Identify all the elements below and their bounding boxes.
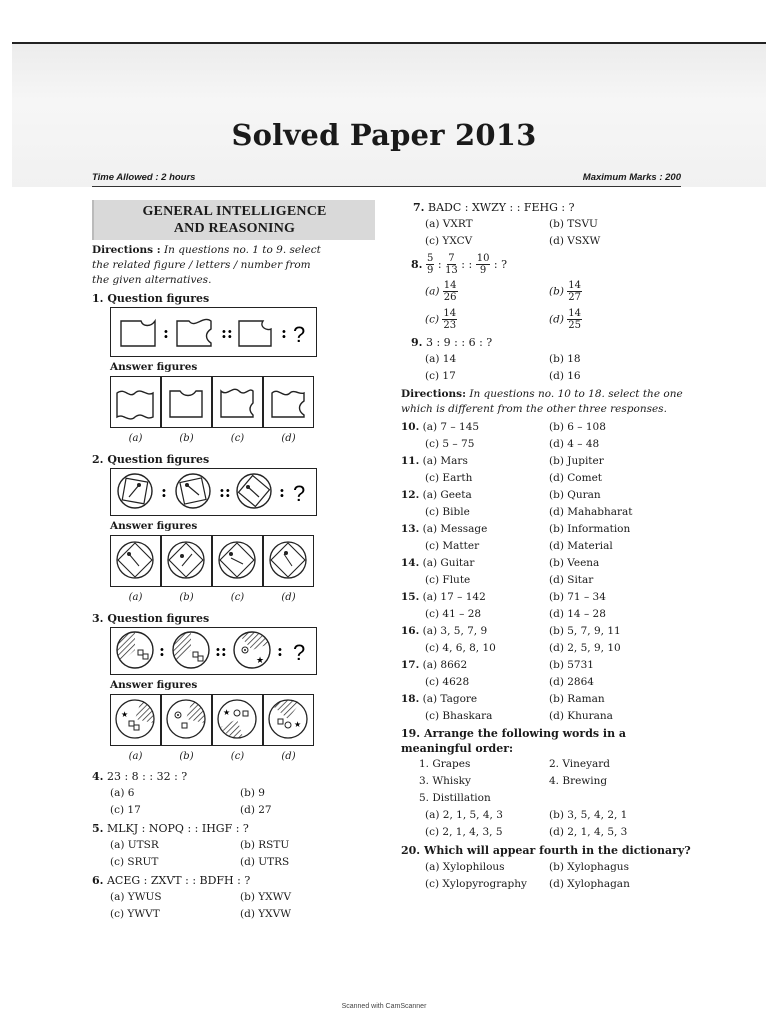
- q10-option-b: (b) 6 – 108: [549, 421, 606, 433]
- svg-text:?: ?: [293, 640, 306, 665]
- svg-text:::: ::: [215, 641, 227, 660]
- q4-options-row2: [92, 802, 330, 819]
- q15-row1: [401, 589, 691, 606]
- q12-row1: [401, 487, 691, 504]
- q7-option-a: (a) VXRT: [425, 218, 473, 230]
- q20-option-d: (d) Xylophagan: [549, 878, 630, 890]
- q7-options-row2: [401, 233, 691, 250]
- header-band: [12, 44, 766, 187]
- q7-option-c: (c) YXCV: [425, 235, 473, 247]
- section-line1: GENERAL INTELLIGENCE: [142, 204, 327, 219]
- q19-words-row2: [401, 773, 691, 790]
- q2-answer-label: Answer figures: [110, 520, 198, 532]
- q7-text: BADC : XWZY : : FEHG : ?: [427, 201, 575, 214]
- q2-label-a: (a): [128, 592, 143, 603]
- q1-question-svg: [111, 308, 315, 355]
- q1-answer-a: [110, 376, 161, 428]
- q9-option-a: (a) 14: [425, 353, 457, 365]
- q1-option-labels: [110, 430, 330, 447]
- q14-option-c: (c) Flute: [425, 574, 471, 586]
- q6-option-d: (d) YXVW: [240, 908, 292, 920]
- q2-answer-a: [110, 535, 161, 587]
- q19-text: Arrange the following words in a meaningful order:: [401, 727, 627, 755]
- q9-option-c: (c) 17: [425, 370, 456, 382]
- q19: [401, 726, 691, 756]
- q6-option-b: (b) YXWV: [240, 891, 292, 903]
- q10-option-c: (c) 5 – 75: [425, 438, 475, 450]
- q17-option-b: (b) 5731: [549, 659, 594, 671]
- q4: [92, 768, 330, 785]
- left-column: [92, 200, 330, 923]
- q2-question-label: Question figures: [107, 453, 210, 466]
- svg-text::: :: [159, 641, 165, 660]
- q8-frac-1: $\frac{5}{9}$: [426, 252, 434, 276]
- svg-text:★: ★: [256, 656, 265, 666]
- section-line2: AND REASONING: [173, 221, 296, 236]
- q15-row2: [401, 606, 691, 623]
- q19-words-row1: [401, 756, 691, 773]
- svg-text:::: ::: [219, 482, 231, 501]
- directions2-label: Directions:: [401, 388, 466, 400]
- q19-num: 19.: [401, 727, 421, 740]
- q19-option-c: (c) 2, 1, 4, 3, 5: [425, 826, 503, 838]
- q7-options-row1: [401, 216, 691, 233]
- q11-row1: [401, 453, 691, 470]
- q1-fig2: [177, 319, 211, 346]
- q1-label-a: (a): [128, 433, 143, 444]
- q3-question-figures: [110, 627, 317, 675]
- q2-option-labels: [110, 589, 330, 606]
- time-allowed: Time Allowed : 2 hours: [92, 172, 196, 183]
- directions-text: In questions no. 1 to 9. select the related figure / letters / number from the given alternatives.: [92, 244, 321, 286]
- q13-row1: [401, 521, 691, 538]
- q20-option-c: (c) Xylopyrography: [425, 878, 527, 890]
- q2-question-figures: [110, 468, 317, 516]
- q19-option-a: (a) 2, 1, 5, 4, 3: [425, 809, 503, 821]
- q14-row2: [401, 572, 691, 589]
- q3-num: 3.: [92, 612, 104, 625]
- q4-option-a: (a) 6: [110, 787, 135, 799]
- q17-option-c: (c) 4628: [425, 676, 470, 688]
- q3-answer-label: Answer figures: [110, 679, 198, 691]
- q19-words-row3: [401, 790, 691, 807]
- q17-row2: [401, 674, 691, 691]
- q5-options-row1: [92, 837, 330, 854]
- q1-answer-c: [212, 376, 263, 428]
- q1-label-c: (c): [230, 433, 245, 444]
- q19-option-d: (d) 2, 1, 4, 5, 3: [549, 826, 628, 838]
- q1-answer-figures: [110, 376, 330, 428]
- q19-word-3: 3. Whisky: [419, 775, 471, 787]
- q19-word-5: 5. Distillation: [419, 792, 491, 804]
- q4-text: 23 : 8 : : 32 : ?: [106, 770, 188, 783]
- q5-option-a: (a) UTSR: [110, 839, 159, 851]
- q13-option-a: 13. (a) Message: [401, 523, 488, 535]
- q16-option-c: (c) 4, 6, 8, 10: [425, 642, 496, 654]
- q3-option-labels: [110, 748, 330, 765]
- q8: 8. $\frac{5}{9}$ : $\frac{7}{13}$ : : $\frac{10}{9}$ : ?: [411, 252, 508, 276]
- meta-rule: [92, 186, 681, 187]
- svg-text:★: ★: [121, 710, 129, 719]
- q3-answer-figures: [110, 694, 330, 746]
- q7: [401, 199, 691, 216]
- q5-option-c: (c) SRUT: [110, 856, 159, 868]
- q7-option-b: (b) TSVU: [549, 218, 598, 230]
- q2-title: [92, 451, 330, 468]
- q12-option-c: (c) Bible: [425, 506, 470, 518]
- q20-num: 20.: [401, 844, 421, 857]
- directions-2: [401, 387, 691, 417]
- q1-sym1: :: [163, 323, 169, 342]
- q4-num: 4.: [92, 770, 104, 783]
- q1-fig3: [239, 321, 271, 346]
- q15-option-c: (c) 41 – 28: [425, 608, 482, 620]
- q9-options-row1: [401, 351, 691, 368]
- q5-option-d: (d) UTRS: [240, 856, 290, 868]
- q6-options-row2: [92, 906, 330, 923]
- q6-text: ACEG : ZXVT : : BDFH : ?: [106, 874, 251, 887]
- q8-tail: ?: [501, 257, 508, 271]
- q2-label-b: (b): [179, 592, 194, 603]
- q18-option-a: 18. (a) Tagore: [401, 693, 478, 705]
- meta-row: [92, 172, 681, 186]
- svg-text::: :: [161, 482, 167, 501]
- q5: [92, 820, 330, 837]
- q10-row1: [401, 419, 691, 436]
- q1-label-b: (b): [179, 433, 194, 444]
- q15-option-d: (d) 14 – 28: [549, 608, 606, 620]
- q16-row1: [401, 623, 691, 640]
- q1-sym2: ::: [221, 323, 233, 342]
- q14-row1: [401, 555, 691, 572]
- q9-option-b: (b) 18: [549, 353, 581, 365]
- q10-option-a: 10. (a) 7 – 145: [401, 421, 480, 433]
- q3-label-c: (c): [230, 751, 245, 762]
- q12-option-a: 12. (a) Geeta: [401, 489, 472, 501]
- q20-options-row1: [401, 859, 691, 876]
- q19-options-row2: [401, 824, 691, 841]
- q11-option-b: (b) Jupiter: [549, 455, 604, 467]
- q4-option-d: (d) 27: [240, 804, 272, 816]
- svg-text:★: ★: [223, 708, 231, 717]
- q8-option-a: (a) $\frac{14}{26}$: [425, 279, 457, 303]
- page-title: Solved Paper 2013: [231, 118, 537, 152]
- q8-options-row1: [401, 277, 691, 305]
- q17-option-d: (d) 2864: [549, 676, 594, 688]
- q9-options-row2: [401, 368, 691, 385]
- q3-question-svg: [111, 628, 315, 673]
- q1-answer-b: [161, 376, 212, 428]
- q8-num: 8.: [411, 257, 423, 271]
- q5-text: MLKJ : NOPQ : : IHGF : ?: [106, 822, 249, 835]
- q20: [401, 842, 691, 859]
- q1-sym3: :: [281, 323, 287, 342]
- q8-frac-2: $\frac{7}{13}$: [445, 252, 458, 276]
- q5-options-row2: [92, 854, 330, 871]
- q18-option-b: (b) Raman: [549, 693, 605, 705]
- svg-text::: :: [277, 641, 283, 660]
- directions2-text: In questions no. 10 to 18. select the one which is different from the other three responses.: [401, 388, 683, 415]
- svg-text:★: ★: [294, 720, 302, 729]
- q9-text: 3 : 9 : : 6 : ?: [425, 336, 493, 349]
- q6-option-c: (c) YWVT: [110, 908, 160, 920]
- q4-option-c: (c) 17: [110, 804, 141, 816]
- q2-label-d: (d): [281, 592, 296, 603]
- q2-label-c: (c): [230, 592, 245, 603]
- q19-option-b: (b) 3, 5, 4, 2, 1: [549, 809, 628, 821]
- q2-answer-d: [263, 535, 314, 587]
- q16-row2: [401, 640, 691, 657]
- q11-option-d: (d) Comet: [549, 472, 602, 484]
- section-heading: [92, 200, 375, 240]
- q13-row2: [401, 538, 691, 555]
- q8-option-d: (d) $\frac{14}{25}$: [549, 307, 581, 331]
- q3-title: [92, 610, 330, 627]
- q19-word-2: 2. Vineyard: [549, 758, 611, 770]
- q1-question-figures: [110, 307, 317, 357]
- q1-answer-label: Answer figures: [110, 361, 198, 373]
- q13-option-c: (c) Matter: [425, 540, 480, 552]
- q5-option-b: (b) RSTU: [240, 839, 290, 851]
- q2-question-svg: [111, 469, 315, 514]
- q1-question-mark: ?: [293, 322, 306, 347]
- q14-option-a: 14. (a) Guitar: [401, 557, 475, 569]
- q2-answer-c: [212, 535, 263, 587]
- q3-answer-d: [263, 694, 314, 746]
- q16-option-d: (d) 2, 5, 9, 10: [549, 642, 621, 654]
- q3-answer-a: [110, 694, 161, 746]
- q9-num: 9.: [411, 336, 423, 349]
- q1-num: 1.: [92, 292, 104, 305]
- max-marks: Maximum Marks : 200: [582, 172, 681, 183]
- q16-option-a: 16. (a) 3, 5, 7, 9: [401, 625, 488, 637]
- q13-option-d: (d) Material: [549, 540, 613, 552]
- q6-num: 6.: [92, 874, 104, 887]
- q10-row2: [401, 436, 691, 453]
- q11-row2: [401, 470, 691, 487]
- q1-question-label: Question figures: [107, 292, 210, 305]
- q20-text: Which will appear fourth in the dictionary?: [423, 844, 691, 857]
- svg-text::: :: [279, 482, 285, 501]
- q3-answer-b: [161, 694, 212, 746]
- q4-option-b: (b) 9: [240, 787, 265, 799]
- q10-option-d: (d) 4 – 48: [549, 438, 600, 450]
- q18-option-c: (c) Bhaskara: [425, 710, 493, 722]
- q11-option-a: 11. (a) Mars: [401, 455, 468, 467]
- q8-option-c: (c) $\frac{14}{23}$: [425, 307, 457, 331]
- q17-row1: [401, 657, 691, 674]
- q11-option-c: (c) Earth: [425, 472, 473, 484]
- q12-row2: [401, 504, 691, 521]
- q18-row1: [401, 691, 691, 708]
- q9: [401, 334, 691, 351]
- q16-option-b: (b) 5, 7, 9, 11: [549, 625, 621, 637]
- q19-options-row1: [401, 807, 691, 824]
- q18-option-d: (d) Khurana: [549, 710, 613, 722]
- q3-answer-c: [212, 694, 263, 746]
- q8-options-row2: [401, 305, 691, 333]
- q2-num: 2.: [92, 453, 104, 466]
- q2-answer-figures: [110, 535, 330, 587]
- q6: [92, 872, 330, 889]
- scanner-footer: Scanned with CamScanner: [341, 1003, 427, 1010]
- q1-title: [92, 290, 330, 307]
- q12-option-d: (d) Mahabharat: [549, 506, 633, 518]
- q8-option-b: (b) $\frac{14}{27}$: [549, 279, 581, 303]
- q6-options-row1: [92, 889, 330, 906]
- q15-option-b: (b) 71 – 34: [549, 591, 606, 603]
- q20-option-a: (a) Xylophilous: [425, 861, 505, 873]
- q12-option-b: (b) Quran: [549, 489, 601, 501]
- q14-option-d: (d) Sitar: [549, 574, 594, 586]
- q3-label-a: (a): [128, 751, 143, 762]
- q3-question-label: Question figures: [107, 612, 210, 625]
- q20-options-row2: [401, 876, 691, 893]
- q15-option-a: 15. (a) 17 – 142: [401, 591, 486, 603]
- q1-fig1: [121, 321, 155, 346]
- q4-options-row1: [92, 785, 330, 802]
- q9-option-d: (d) 16: [549, 370, 581, 382]
- q6-option-a: (a) YWUS: [110, 891, 162, 903]
- svg-text:?: ?: [293, 481, 306, 506]
- q19-word-1: 1. Grapes: [419, 758, 471, 770]
- q3-label-b: (b): [179, 751, 194, 762]
- q3-label-d: (d): [281, 751, 296, 762]
- q19-word-4: 4. Brewing: [549, 775, 608, 787]
- q8-frac-3: $\frac{10}{9}$: [476, 252, 490, 276]
- directions-1: [92, 243, 330, 288]
- right-column: [401, 198, 691, 893]
- q18-row2: [401, 708, 691, 725]
- q7-num: 7.: [413, 201, 425, 214]
- q1-label-d: (d): [281, 433, 296, 444]
- q2-answer-b: [161, 535, 212, 587]
- q13-option-b: (b) Information: [549, 523, 631, 535]
- q7-option-d: (d) VSXW: [549, 235, 601, 247]
- q14-option-b: (b) Veena: [549, 557, 600, 569]
- q17-option-a: 17. (a) 8662: [401, 659, 468, 671]
- q1-answer-d: [263, 376, 314, 428]
- q5-num: 5.: [92, 822, 104, 835]
- q20-option-b: (b) Xylophagus: [549, 861, 629, 873]
- directions-label: Directions :: [92, 244, 161, 256]
